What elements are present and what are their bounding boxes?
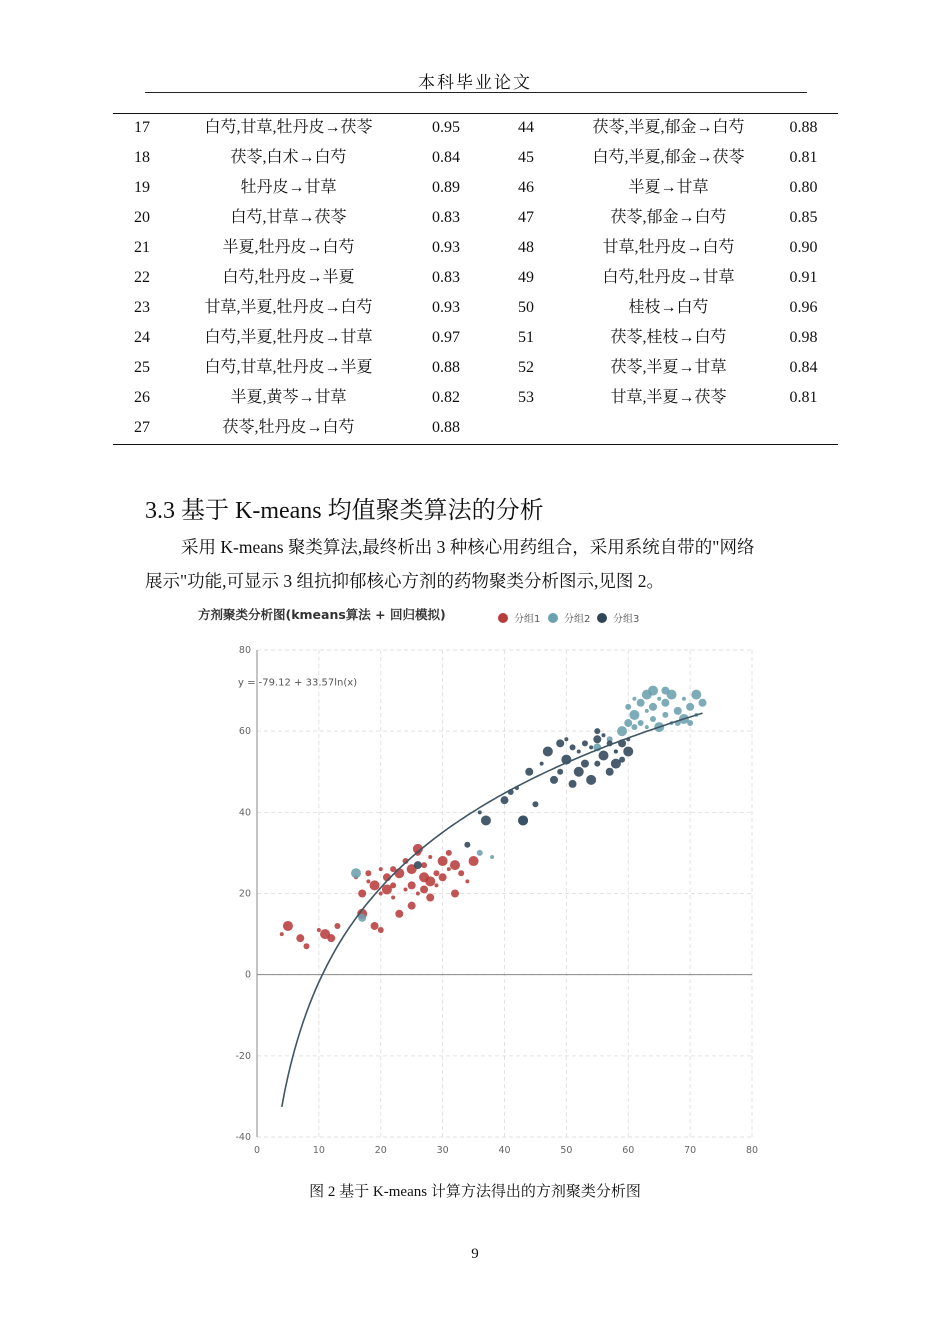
paragraph-line-1: 采用 K-means 聚类算法,最终析出 3 种核心用药组合，采用系统自带的"网络 bbox=[181, 537, 755, 557]
table-top-rule bbox=[113, 113, 838, 114]
data-point-group3 bbox=[577, 749, 581, 753]
data-point-group1 bbox=[433, 870, 439, 876]
table-cell-confidence: 0.88 bbox=[432, 419, 460, 436]
data-point-group1 bbox=[395, 910, 403, 918]
table-cell-confidence: 0.97 bbox=[432, 329, 460, 346]
regression-equation: y = -79.12 + 33.57ln(x) bbox=[238, 677, 358, 689]
table-cell-rule-text: 茯苓,牡丹皮→白芍 bbox=[222, 419, 355, 436]
data-point-group1 bbox=[465, 879, 469, 883]
table-cell-rule-no-right: 50 bbox=[518, 299, 534, 316]
data-point-group1 bbox=[425, 876, 435, 886]
table-cell-rule-text: 甘草,半夏,牡丹皮→白芍 bbox=[204, 299, 373, 316]
data-point-group3 bbox=[602, 733, 606, 737]
chart-title: 方剂聚类分析图(kmeans算法 + 回归模拟) bbox=[198, 607, 446, 622]
table-row bbox=[113, 325, 838, 355]
data-point-group1 bbox=[421, 862, 427, 868]
data-point-group1 bbox=[358, 890, 366, 898]
data-point-group3 bbox=[550, 776, 558, 784]
table-cell-rule-text: 半夏,黄芩→甘草 bbox=[230, 389, 347, 406]
data-point-group1 bbox=[451, 890, 459, 898]
data-point-group2 bbox=[657, 697, 661, 701]
x-tick-label: 70 bbox=[684, 1145, 697, 1156]
data-point-group1 bbox=[404, 887, 408, 891]
data-point-group1 bbox=[428, 855, 432, 859]
table-row bbox=[113, 145, 838, 175]
data-point-group2 bbox=[645, 709, 649, 713]
table-cell-confidence: 0.95 bbox=[432, 119, 460, 136]
table-cell-rule-text-right: 白芍,牡丹皮→甘草 bbox=[602, 269, 735, 286]
data-point-group2 bbox=[691, 690, 701, 700]
table-cell-rule-no-right: 46 bbox=[518, 179, 534, 196]
data-point-group2 bbox=[477, 850, 483, 856]
table-row bbox=[113, 115, 838, 145]
data-point-group1 bbox=[296, 934, 304, 942]
legend-label-group1: 分组1 bbox=[514, 614, 541, 625]
data-point-group3 bbox=[582, 740, 588, 746]
data-point-group1 bbox=[378, 927, 384, 933]
data-point-group1 bbox=[469, 856, 479, 866]
table-cell-confidence: 0.83 bbox=[432, 209, 460, 226]
data-point-group2 bbox=[648, 686, 658, 696]
table-cell-confidence-right: 0.91 bbox=[789, 269, 818, 286]
data-point-group3 bbox=[414, 861, 422, 869]
header-rule bbox=[145, 92, 807, 93]
data-point-group2 bbox=[629, 710, 639, 720]
table-cell-rule-text: 白芍,甘草→茯苓 bbox=[230, 209, 347, 226]
table-cell-rule-no: 21 bbox=[134, 239, 150, 256]
data-point-group2 bbox=[632, 697, 636, 701]
table-cell-rule-no-right: 53 bbox=[518, 389, 534, 406]
table-cell-rule-text-right: 茯苓,桂枝→白芍 bbox=[610, 329, 727, 346]
x-tick-label: 30 bbox=[436, 1145, 449, 1156]
data-point-group2 bbox=[645, 725, 649, 729]
data-point-group2 bbox=[490, 855, 494, 859]
x-tick-label: 80 bbox=[745, 1145, 759, 1156]
table-cell-rule-no: 17 bbox=[134, 119, 150, 136]
table-bottom-rule bbox=[113, 444, 838, 445]
y-tick-label: -40 bbox=[235, 1132, 251, 1143]
data-point-group1 bbox=[283, 921, 293, 931]
table-cell-rule-no: 23 bbox=[134, 299, 150, 316]
table-cell-rule-text-right: 桂枝→白芍 bbox=[628, 299, 709, 316]
data-point-group2 bbox=[637, 699, 645, 707]
data-point-group3 bbox=[594, 728, 600, 734]
data-point-group3 bbox=[570, 744, 576, 750]
data-point-group1 bbox=[390, 866, 396, 872]
data-point-group1 bbox=[439, 873, 447, 881]
table-cell-rule-no: 22 bbox=[134, 269, 150, 286]
data-point-group1 bbox=[317, 928, 321, 932]
y-tick-label: 60 bbox=[238, 726, 251, 738]
table-row bbox=[113, 385, 838, 415]
data-point-group1 bbox=[370, 880, 380, 890]
legend-dot-group3 bbox=[597, 613, 607, 623]
data-point-group3 bbox=[478, 810, 482, 814]
data-point-group3 bbox=[574, 767, 584, 777]
table-cell-rule-text: 白芍,甘草,牡丹皮→半夏 bbox=[204, 359, 373, 376]
data-point-group1 bbox=[390, 882, 396, 888]
data-point-group2 bbox=[649, 703, 657, 711]
table-cell-confidence-right: 0.90 bbox=[789, 239, 818, 256]
table-cell-confidence: 0.88 bbox=[432, 359, 460, 376]
data-point-group2 bbox=[617, 726, 627, 736]
y-tick-label: 40 bbox=[238, 807, 251, 819]
data-point-group2 bbox=[682, 697, 686, 701]
data-point-group3 bbox=[594, 761, 600, 767]
data-point-group1 bbox=[391, 896, 395, 900]
table-cell-confidence: 0.93 bbox=[432, 239, 460, 256]
data-point-group3 bbox=[556, 739, 564, 747]
data-point-group2 bbox=[662, 712, 668, 718]
data-point-group3 bbox=[543, 746, 553, 756]
data-point-group1 bbox=[434, 883, 438, 887]
y-tick-label: 80 bbox=[238, 645, 251, 656]
x-tick-label: 10 bbox=[312, 1145, 325, 1156]
table-cell-confidence: 0.89 bbox=[432, 179, 460, 196]
data-point-group3 bbox=[525, 768, 533, 776]
x-tick-label: 20 bbox=[374, 1145, 387, 1156]
table-cell-confidence-right: 0.98 bbox=[789, 329, 818, 346]
table-cell-rule-no-right: 52 bbox=[518, 359, 534, 376]
data-point-group2 bbox=[686, 703, 694, 711]
table-cell-rule-text-right: 茯苓,半夏,郁金→白芍 bbox=[592, 119, 745, 136]
table-cell-confidence: 0.93 bbox=[432, 299, 460, 316]
table-cell-rule-text-right: 茯苓,郁金→白芍 bbox=[610, 209, 727, 226]
legend-label-group3: 分组3 bbox=[613, 614, 640, 625]
data-point-group3 bbox=[569, 780, 577, 788]
table-cell-confidence: 0.84 bbox=[432, 149, 460, 166]
table-cell-rule-no: 26 bbox=[134, 389, 150, 406]
table-row bbox=[113, 355, 838, 385]
data-point-group3 bbox=[557, 769, 563, 775]
data-point-group3 bbox=[532, 801, 538, 807]
data-point-group3 bbox=[501, 796, 509, 804]
table-cell-rule-no: 19 bbox=[134, 179, 150, 196]
data-point-group1 bbox=[280, 932, 284, 936]
x-tick-label: 60 bbox=[622, 1145, 635, 1156]
data-point-group2 bbox=[358, 914, 366, 922]
data-point-group1 bbox=[450, 860, 460, 870]
data-point-group1 bbox=[334, 923, 340, 929]
table-cell-rule-no-right: 44 bbox=[518, 119, 534, 136]
table-row bbox=[113, 265, 838, 295]
data-point-group1 bbox=[447, 867, 451, 871]
data-point-group1 bbox=[379, 892, 383, 896]
data-point-group1 bbox=[458, 870, 464, 876]
table-cell-rule-no: 27 bbox=[134, 419, 150, 436]
data-point-group3 bbox=[599, 751, 609, 761]
table-cell-rule-text: 牡丹皮→甘草 bbox=[240, 179, 337, 196]
data-point-group3 bbox=[586, 775, 596, 785]
data-point-group2 bbox=[650, 716, 656, 722]
data-point-group1 bbox=[371, 922, 379, 930]
table-cell-confidence: 0.82 bbox=[432, 389, 460, 406]
data-point-group2 bbox=[631, 724, 637, 730]
table-cell-rule-no-right: 45 bbox=[518, 149, 534, 166]
table-cell-rule-text-right: 甘草,牡丹皮→白芍 bbox=[602, 239, 735, 256]
data-point-group2 bbox=[687, 720, 693, 726]
data-point-group1 bbox=[446, 850, 452, 856]
data-point-group1 bbox=[366, 879, 370, 883]
data-point-group1 bbox=[420, 885, 428, 893]
data-point-group2 bbox=[699, 699, 707, 707]
data-point-group3 bbox=[623, 746, 633, 756]
data-point-group2 bbox=[624, 719, 632, 727]
table-cell-rule-text-right: 白芍,半夏,郁金→茯苓 bbox=[592, 149, 745, 166]
data-point-group1 bbox=[327, 934, 335, 942]
table-row bbox=[113, 205, 838, 235]
data-point-group3 bbox=[619, 757, 625, 763]
data-point-group1 bbox=[438, 856, 448, 866]
data-point-group3 bbox=[518, 815, 528, 825]
table-cell-rule-no: 18 bbox=[134, 149, 150, 166]
data-point-group1 bbox=[408, 881, 416, 889]
data-point-group3 bbox=[564, 737, 568, 741]
x-tick-label: 0 bbox=[253, 1145, 261, 1156]
table-cell-rule-no-right: 47 bbox=[518, 209, 534, 226]
data-point-group3 bbox=[481, 815, 491, 825]
table-cell-confidence-right: 0.80 bbox=[789, 179, 818, 196]
data-point-group1 bbox=[408, 902, 416, 910]
table-cell-confidence-right: 0.85 bbox=[789, 209, 818, 226]
table-cell-rule-text: 白芍,牡丹皮→半夏 bbox=[222, 269, 355, 286]
table-cell-rule-text-right: 甘草,半夏→茯苓 bbox=[610, 389, 727, 406]
data-point-group1 bbox=[426, 894, 434, 902]
data-point-group3 bbox=[593, 735, 601, 743]
table-cell-rule-text: 白芍,甘草,牡丹皮→茯苓 bbox=[204, 119, 373, 136]
table-cell-rule-no: 24 bbox=[134, 329, 150, 346]
table-cell-rule-no: 20 bbox=[134, 209, 150, 226]
table-cell-confidence-right: 0.81 bbox=[789, 389, 818, 406]
data-point-group3 bbox=[589, 745, 593, 749]
table-cell-confidence: 0.83 bbox=[432, 269, 460, 286]
data-point-group2 bbox=[661, 687, 669, 695]
x-tick-label: 40 bbox=[498, 1145, 511, 1156]
table-cell-rule-no-right: 48 bbox=[518, 239, 534, 256]
y-tick-label: -20 bbox=[235, 1050, 251, 1062]
x-tick-label: 50 bbox=[560, 1145, 573, 1156]
page-number: 9 bbox=[471, 1246, 479, 1262]
data-point-group3 bbox=[540, 762, 544, 766]
legend-dot-group2 bbox=[548, 613, 558, 623]
legend-item-group3[interactable] bbox=[597, 610, 639, 625]
data-point-group3 bbox=[614, 749, 618, 753]
data-point-group2 bbox=[638, 720, 644, 726]
legend-item-group1[interactable] bbox=[498, 610, 540, 625]
table-cell-rule-text-right: 茯苓,半夏→甘草 bbox=[610, 359, 727, 376]
data-point-group1 bbox=[379, 867, 383, 871]
regression-curve bbox=[282, 713, 703, 1107]
data-point-group1 bbox=[304, 943, 310, 949]
cluster-scatter-chart bbox=[220, 635, 765, 1160]
table-row bbox=[113, 235, 838, 265]
data-point-group2 bbox=[661, 699, 669, 707]
data-point-group2 bbox=[674, 707, 682, 715]
section-title: 3.3 基于 K-means 均值聚类算法的分析 bbox=[145, 498, 544, 524]
data-point-group2 bbox=[625, 704, 631, 710]
table-cell-rule-no: 25 bbox=[134, 359, 150, 376]
table-cell-confidence-right: 0.84 bbox=[789, 359, 818, 376]
table-cell-rule-no-right: 51 bbox=[518, 329, 534, 346]
legend-item-group2[interactable] bbox=[548, 610, 590, 625]
data-point-group2 bbox=[351, 868, 361, 878]
legend-label-group2: 分组2 bbox=[564, 614, 591, 625]
table-cell-rule-text: 半夏,牡丹皮→白芍 bbox=[222, 239, 355, 256]
data-point-group3 bbox=[581, 760, 589, 768]
table-cell-rule-text: 茯苓,白术→白芍 bbox=[230, 149, 347, 166]
table-cell-confidence-right: 0.88 bbox=[789, 119, 818, 136]
y-tick-label: 20 bbox=[238, 888, 251, 900]
data-point-group3 bbox=[464, 842, 470, 848]
table-cell-confidence-right: 0.96 bbox=[789, 299, 818, 316]
page-header-title: 本科毕业论文 bbox=[418, 73, 532, 92]
data-point-group1 bbox=[416, 892, 420, 896]
table-cell-rule-no-right: 49 bbox=[518, 269, 534, 286]
figure-caption: 图 2 基于 K-means 计算方法得出的方剂聚类分析图 bbox=[309, 1184, 641, 1200]
table-cell-confidence-right: 0.81 bbox=[789, 149, 818, 166]
legend-dot-group1 bbox=[498, 613, 508, 623]
paragraph-line-2: 展示"功能,可显示 3 组抗抑郁核心方剂的药物聚类分析图示,见图 2。 bbox=[145, 571, 665, 591]
data-point-group1 bbox=[365, 870, 371, 876]
table-cell-rule-text: 白芍,半夏,牡丹皮→甘草 bbox=[204, 329, 373, 346]
table-row bbox=[113, 295, 838, 325]
table-row bbox=[113, 175, 838, 205]
table-row bbox=[113, 415, 838, 445]
table-cell-rule-text-right: 半夏→甘草 bbox=[628, 179, 709, 196]
data-point-group3 bbox=[606, 768, 614, 776]
y-tick-label: 0 bbox=[244, 969, 251, 981]
